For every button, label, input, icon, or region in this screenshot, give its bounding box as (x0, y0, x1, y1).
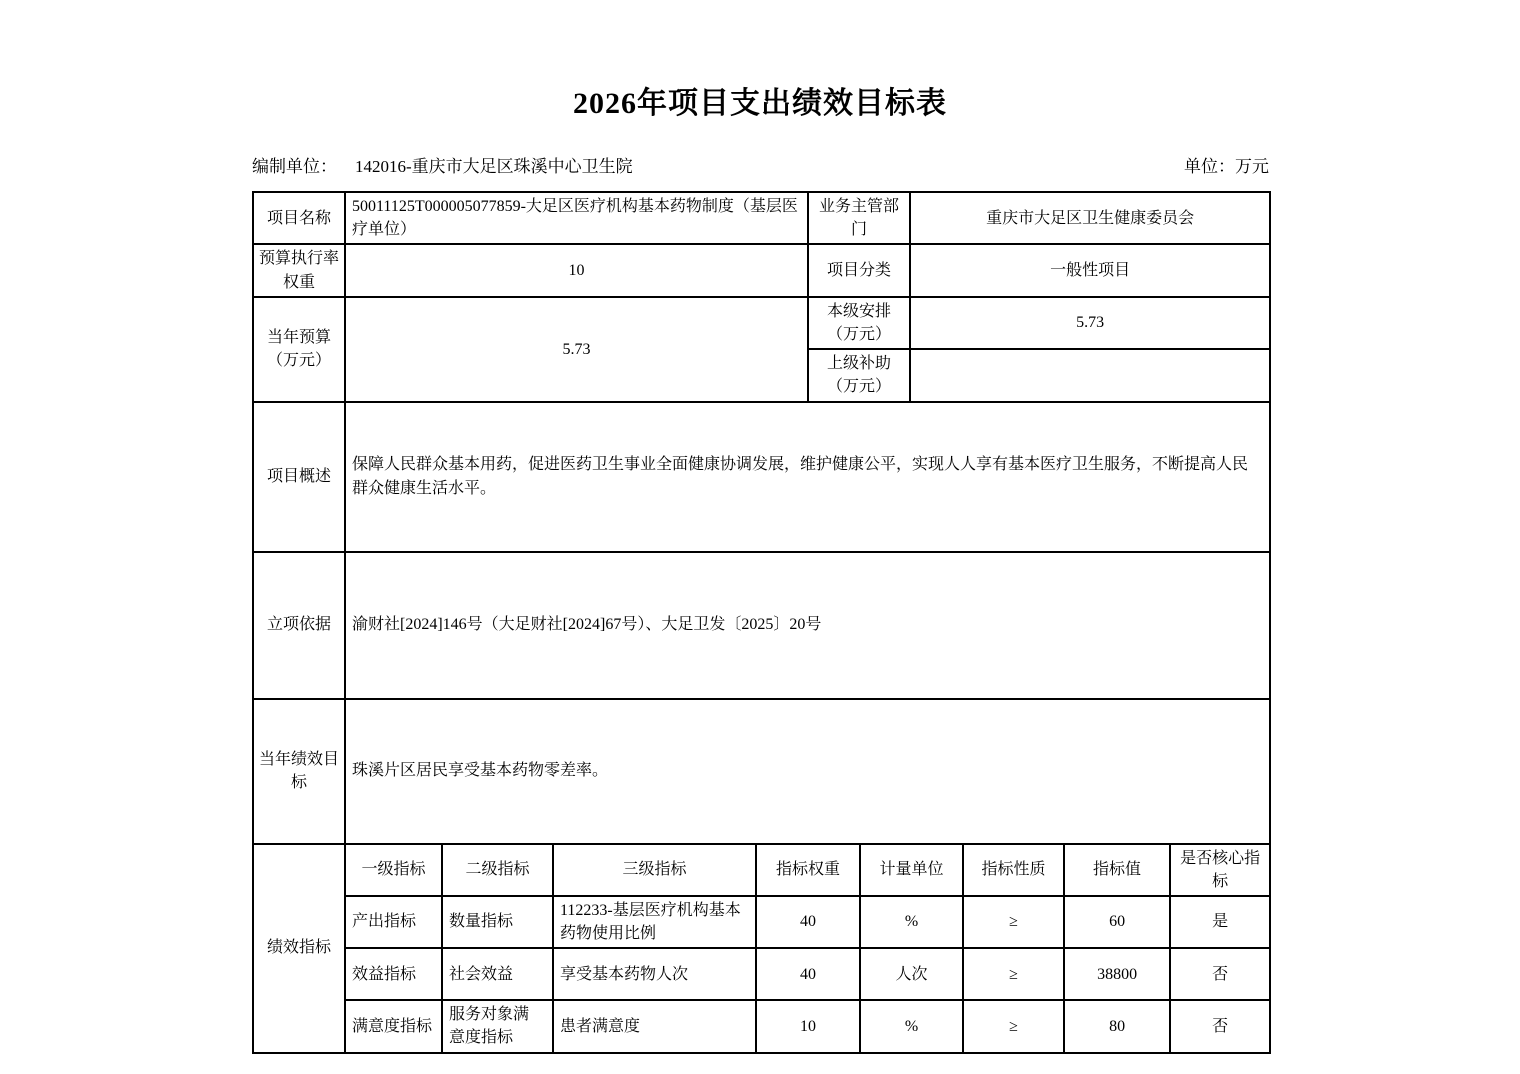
indicator-level1-cell: 产出指标 (345, 896, 442, 948)
indicator-core-cell: 是 (1170, 896, 1270, 948)
indicator-core-cell: 否 (1170, 1000, 1270, 1052)
indicator-nature-cell: ≥ (963, 948, 1064, 1000)
overview-label-cell: 项目概述 (253, 402, 345, 552)
indicator-unit-cell: % (860, 896, 963, 948)
row-project-name (253, 192, 1270, 244)
indicator-weight-cell: 40 (756, 948, 860, 1000)
dept-label-cell: 业务主管部门 (808, 192, 910, 244)
exec-rate-value-cell: 10 (345, 244, 808, 296)
annual-goal-value-cell: 珠溪片区居民享受基本药物零差率。 (345, 699, 1270, 844)
indicator-weight-cell: 40 (756, 896, 860, 948)
prepared-by-value: 142016-重庆市大足区珠溪中心卫生院 (355, 157, 633, 176)
basis-value-cell: 渝财社[2024]146号（大足财社[2024]67号）、大足卫发〔2025〕20号 (345, 552, 1270, 699)
indicator-row-benefit (253, 948, 1270, 1000)
header-level1-indicator: 一级指标 (345, 844, 442, 896)
meta-row (252, 157, 1269, 177)
row-exec-rate (253, 244, 1270, 296)
indicator-unit-cell: % (860, 1000, 963, 1052)
indicator-level2-cell: 数量指标 (442, 896, 553, 948)
header-indicator-nature: 指标性质 (963, 844, 1064, 896)
row-budget-top (253, 297, 1270, 349)
page-title: 2026年项目支出绩效目标表 (573, 87, 947, 120)
indicator-value-cell: 80 (1064, 1000, 1170, 1052)
indicator-nature-cell: ≥ (963, 1000, 1064, 1052)
indicator-core-cell: 否 (1170, 948, 1270, 1000)
budget-label-cell: 当年预算（万元） (253, 297, 345, 402)
category-value-cell: 一般性项目 (910, 244, 1270, 296)
superior-subsidy-label-cell: 上级补助（万元） (808, 349, 910, 401)
local-arrangement-label-cell: 本级安排（万元） (808, 297, 910, 349)
indicator-nature-cell: ≥ (963, 896, 1064, 948)
basis-label-cell: 立项依据 (253, 552, 345, 699)
superior-subsidy-value-cell (910, 349, 1270, 401)
indicator-level3-cell: 享受基本药物人次 (553, 948, 756, 1000)
row-annual-goal (253, 699, 1270, 844)
indicator-value-cell: 60 (1064, 896, 1170, 948)
prepared-by (252, 157, 633, 177)
indicators-label-cell: 绩效指标 (253, 844, 345, 1053)
indicator-header-row (253, 844, 1270, 896)
indicator-level3-cell: 112233-基层医疗机构基本药物使用比例 (553, 896, 756, 948)
indicator-level1-cell: 满意度指标 (345, 1000, 442, 1052)
header-measure-unit: 计量单位 (860, 844, 963, 896)
indicator-level1-cell: 效益指标 (345, 948, 442, 1000)
category-label-cell: 项目分类 (808, 244, 910, 296)
exec-rate-label-cell: 预算执行率权重 (253, 244, 345, 296)
indicator-row-output (253, 896, 1270, 948)
overview-value-cell: 保障人民群众基本用药，促进医药卫生事业全面健康协调发展，维护健康公平，实现人人享有基本医疗卫生服务，不断提高人民群众健康生活水平。 (345, 402, 1270, 552)
local-arrangement-value-cell: 5.73 (910, 297, 1270, 349)
header-level2-indicator: 二级指标 (442, 844, 553, 896)
header-is-core: 是否核心指标 (1170, 844, 1270, 896)
project-name-value-cell: 50011125T000005077859-大足区医疗机构基本药物制度（基层医疗单位） (345, 192, 808, 244)
annual-goal-label-cell: 当年绩效目标 (253, 699, 345, 844)
budget-value-cell: 5.73 (345, 297, 808, 402)
prepared-by-label: 编制单位： (252, 157, 337, 176)
project-name-label-cell: 项目名称 (253, 192, 345, 244)
dept-value-cell: 重庆市大足区卫生健康委员会 (910, 192, 1270, 244)
indicator-level2-cell: 社会效益 (442, 948, 553, 1000)
header-level3-indicator: 三级指标 (553, 844, 756, 896)
row-overview (253, 402, 1270, 552)
indicator-weight-cell: 10 (756, 1000, 860, 1052)
performance-target-table (252, 191, 1271, 1054)
unit-note: 单位：万元 (1184, 157, 1269, 176)
indicator-value-cell: 38800 (1064, 948, 1170, 1000)
header-indicator-value: 指标值 (1064, 844, 1170, 896)
indicator-row-satisfaction (253, 1000, 1270, 1052)
indicator-unit-cell: 人次 (860, 948, 963, 1000)
header-indicator-weight: 指标权重 (756, 844, 860, 896)
indicator-level2-cell: 服务对象满意度指标 (442, 1000, 553, 1052)
row-basis (253, 552, 1270, 699)
indicator-level3-cell: 患者满意度 (553, 1000, 756, 1052)
